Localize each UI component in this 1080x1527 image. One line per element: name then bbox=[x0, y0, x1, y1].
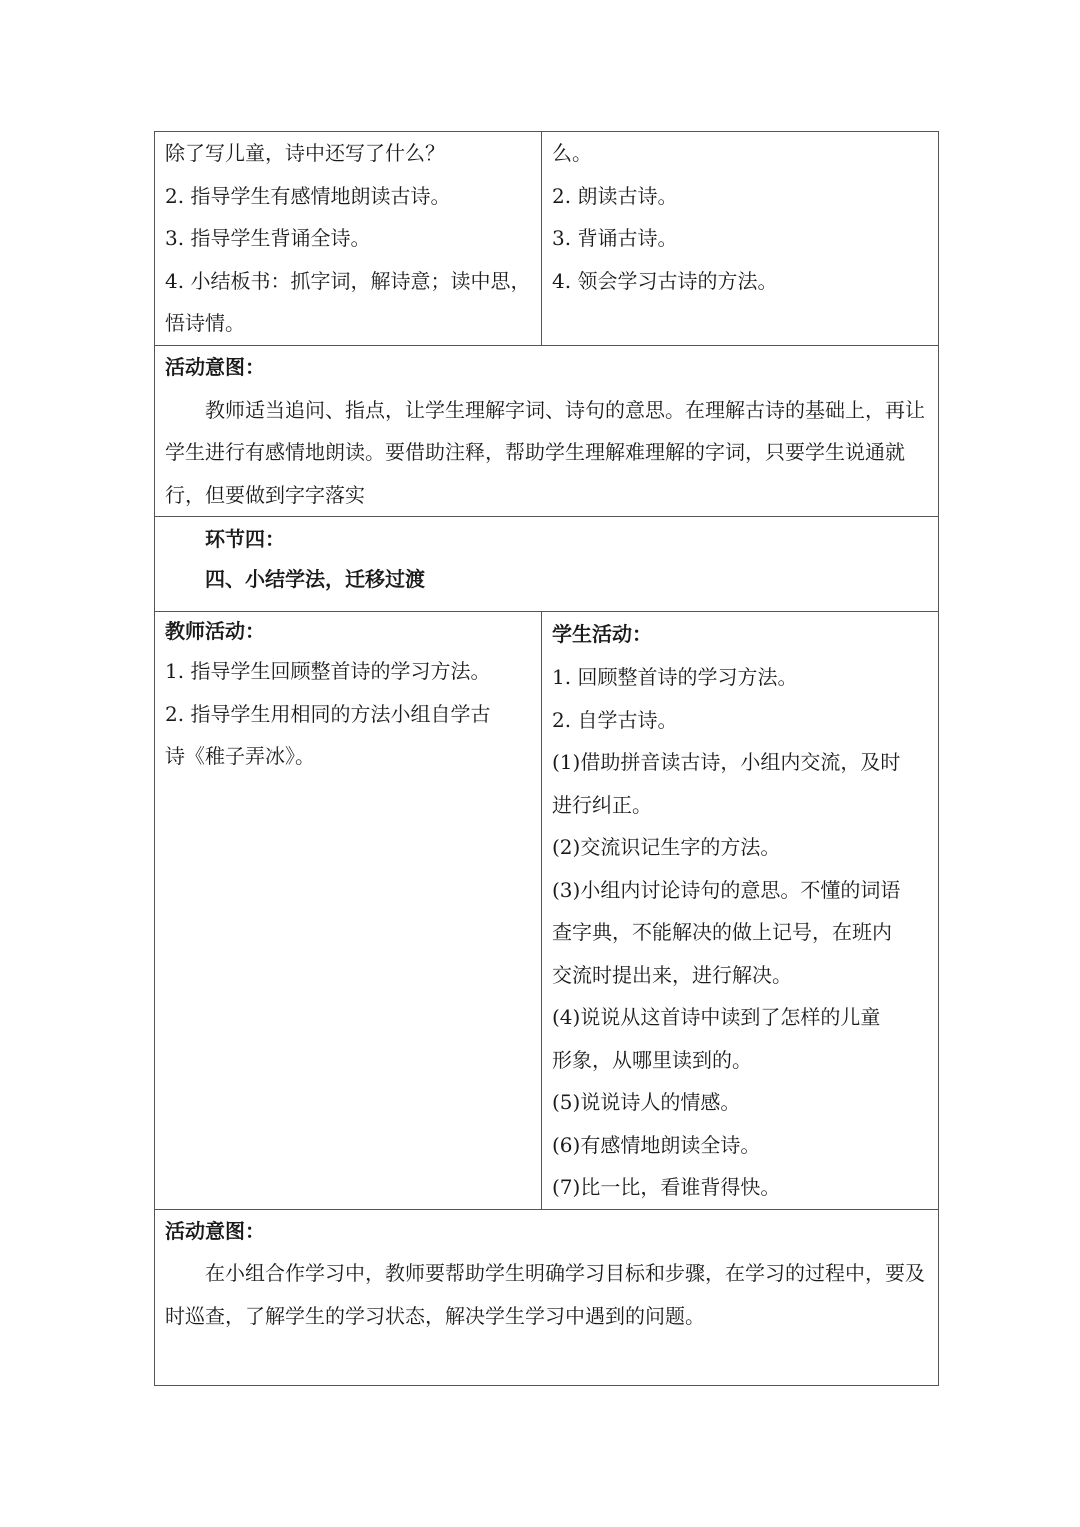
teacher-activity-cell bbox=[155, 132, 542, 346]
student-line: 1. 回顾整首诗的学习方法。 bbox=[552, 665, 798, 689]
activity-intent-label: 活动意图： bbox=[165, 1218, 265, 1243]
teacher-line: 2. 指导学生有感情地朗读古诗。 bbox=[165, 183, 451, 208]
student-line: (2)交流识记生字的方法。 bbox=[552, 835, 781, 859]
student-line: (5)说说诗人的情感。 bbox=[552, 1090, 741, 1114]
student-line: (3)小组内讨论诗句的意思。不懂的词语 bbox=[552, 877, 901, 902]
student-line: 2. 朗读古诗。 bbox=[552, 183, 678, 208]
activity-intent-cell bbox=[155, 346, 939, 517]
student-line: (4)说说从这首诗中读到了怎样的儿童 bbox=[552, 1005, 881, 1029]
teacher-line: 1. 指导学生回顾整首诗的学习方法。 bbox=[165, 659, 491, 683]
activity-row-continued bbox=[155, 132, 939, 346]
teacher-line: 2. 指导学生用相同的方法小组自学古 bbox=[165, 701, 491, 726]
student-line: 么。 bbox=[552, 141, 592, 165]
teacher-activity-cell bbox=[155, 612, 542, 1210]
stage-header-cell bbox=[155, 517, 939, 612]
student-line: (7)比一比，看谁背得快。 bbox=[552, 1175, 781, 1199]
activity-row bbox=[155, 612, 939, 1210]
teacher-line: 诗《稚子弄冰》。 bbox=[165, 744, 315, 768]
activity-intent-label: 活动意图： bbox=[165, 355, 265, 379]
student-line: 形象，从哪里读到的。 bbox=[552, 1047, 752, 1072]
teacher-line: 除了写儿童，诗中还写了什么？ bbox=[165, 141, 445, 165]
student-line: 4. 领会学习古诗的方法。 bbox=[552, 268, 778, 293]
teacher-line: 4. 小结板书：抓字词，解诗意；读中思， bbox=[165, 268, 531, 293]
student-line: 2. 自学古诗。 bbox=[552, 707, 678, 732]
student-activity-cell bbox=[542, 132, 939, 346]
activity-intent-row bbox=[155, 1209, 939, 1385]
activity-intent-text: 教师适当追问、指点，让学生理解字词、诗句的意思。在理解古诗的基础上，再让学生进行有感情地朗读。要借助注释，帮助学生理解难理解的字词，只要学生说通就行，但要做到字字落实 bbox=[165, 397, 925, 507]
student-line: 交流时提出来，进行解决。 bbox=[552, 962, 792, 987]
stage-title: 四、小结学法，迁移过渡 bbox=[205, 567, 425, 591]
student-activity-label: 学生活动： bbox=[552, 622, 652, 646]
lesson-plan-table bbox=[154, 131, 939, 1386]
student-line: 3. 背诵古诗。 bbox=[552, 226, 678, 250]
student-line: 进行纠正。 bbox=[552, 792, 652, 817]
activity-intent-cell bbox=[155, 1209, 939, 1385]
student-activity-cell bbox=[542, 612, 939, 1210]
student-line: (6)有感情地朗读全诗。 bbox=[552, 1132, 761, 1157]
student-line: 查字典，不能解决的做上记号，在班内 bbox=[552, 920, 892, 944]
teacher-line: 3. 指导学生背诵全诗。 bbox=[165, 226, 371, 250]
teacher-activity-label: 教师活动： bbox=[165, 619, 265, 643]
student-line: (1)借助拼音读古诗，小组内交流，及时 bbox=[552, 750, 901, 774]
stage-label: 环节四： bbox=[205, 527, 285, 551]
activity-intent-text: 在小组合作学习中，教师要帮助学生明确学习目标和步骤，在学习的过程中，要及时巡查，了解学生的学习状态，解决学生学习中遇到的问题。 bbox=[165, 1261, 925, 1328]
teacher-line: 悟诗情。 bbox=[165, 311, 245, 335]
stage-header-row bbox=[155, 517, 939, 612]
activity-intent-row bbox=[155, 346, 939, 517]
